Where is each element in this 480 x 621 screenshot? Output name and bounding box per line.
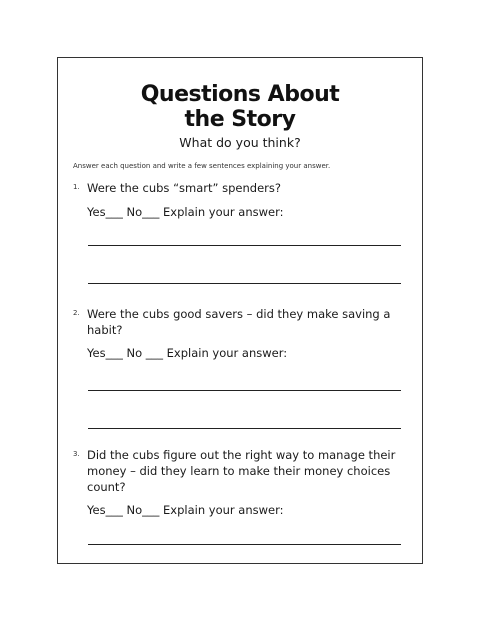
page-title: [58, 82, 422, 132]
answer-prompt: Yes___ No___ Explain your answer:: [87, 205, 284, 219]
page-subtitle: What do you think?: [179, 135, 301, 150]
answer-prompt: Yes___ No ___ Explain your answer:: [87, 346, 288, 360]
answer-prompt: Yes___ No___ Explain your answer:: [87, 503, 284, 517]
title-line-1: Questions About: [140, 82, 340, 107]
answer-line[interactable]: [88, 544, 401, 545]
question-number: 2.: [73, 309, 80, 317]
question-text: Were the cubs “smart” spenders?: [87, 181, 281, 195]
title-line-2: the Story: [184, 107, 296, 132]
worksheet-page: [57, 57, 423, 564]
question-text: Were the cubs good savers – did they make saving a habit?: [87, 307, 391, 337]
instructions-text: Answer each question and write a few sentences explaining your answer.: [73, 162, 331, 170]
question-number: 1.: [73, 183, 80, 191]
question-number: 3.: [73, 450, 80, 458]
answer-line[interactable]: [88, 245, 401, 246]
question-text: Did the cubs figure out the right way to manage their money – did they learn to make their money choices count?: [87, 448, 396, 494]
answer-line[interactable]: [88, 283, 401, 284]
answer-line[interactable]: [88, 390, 401, 391]
answer-line[interactable]: [88, 428, 401, 429]
